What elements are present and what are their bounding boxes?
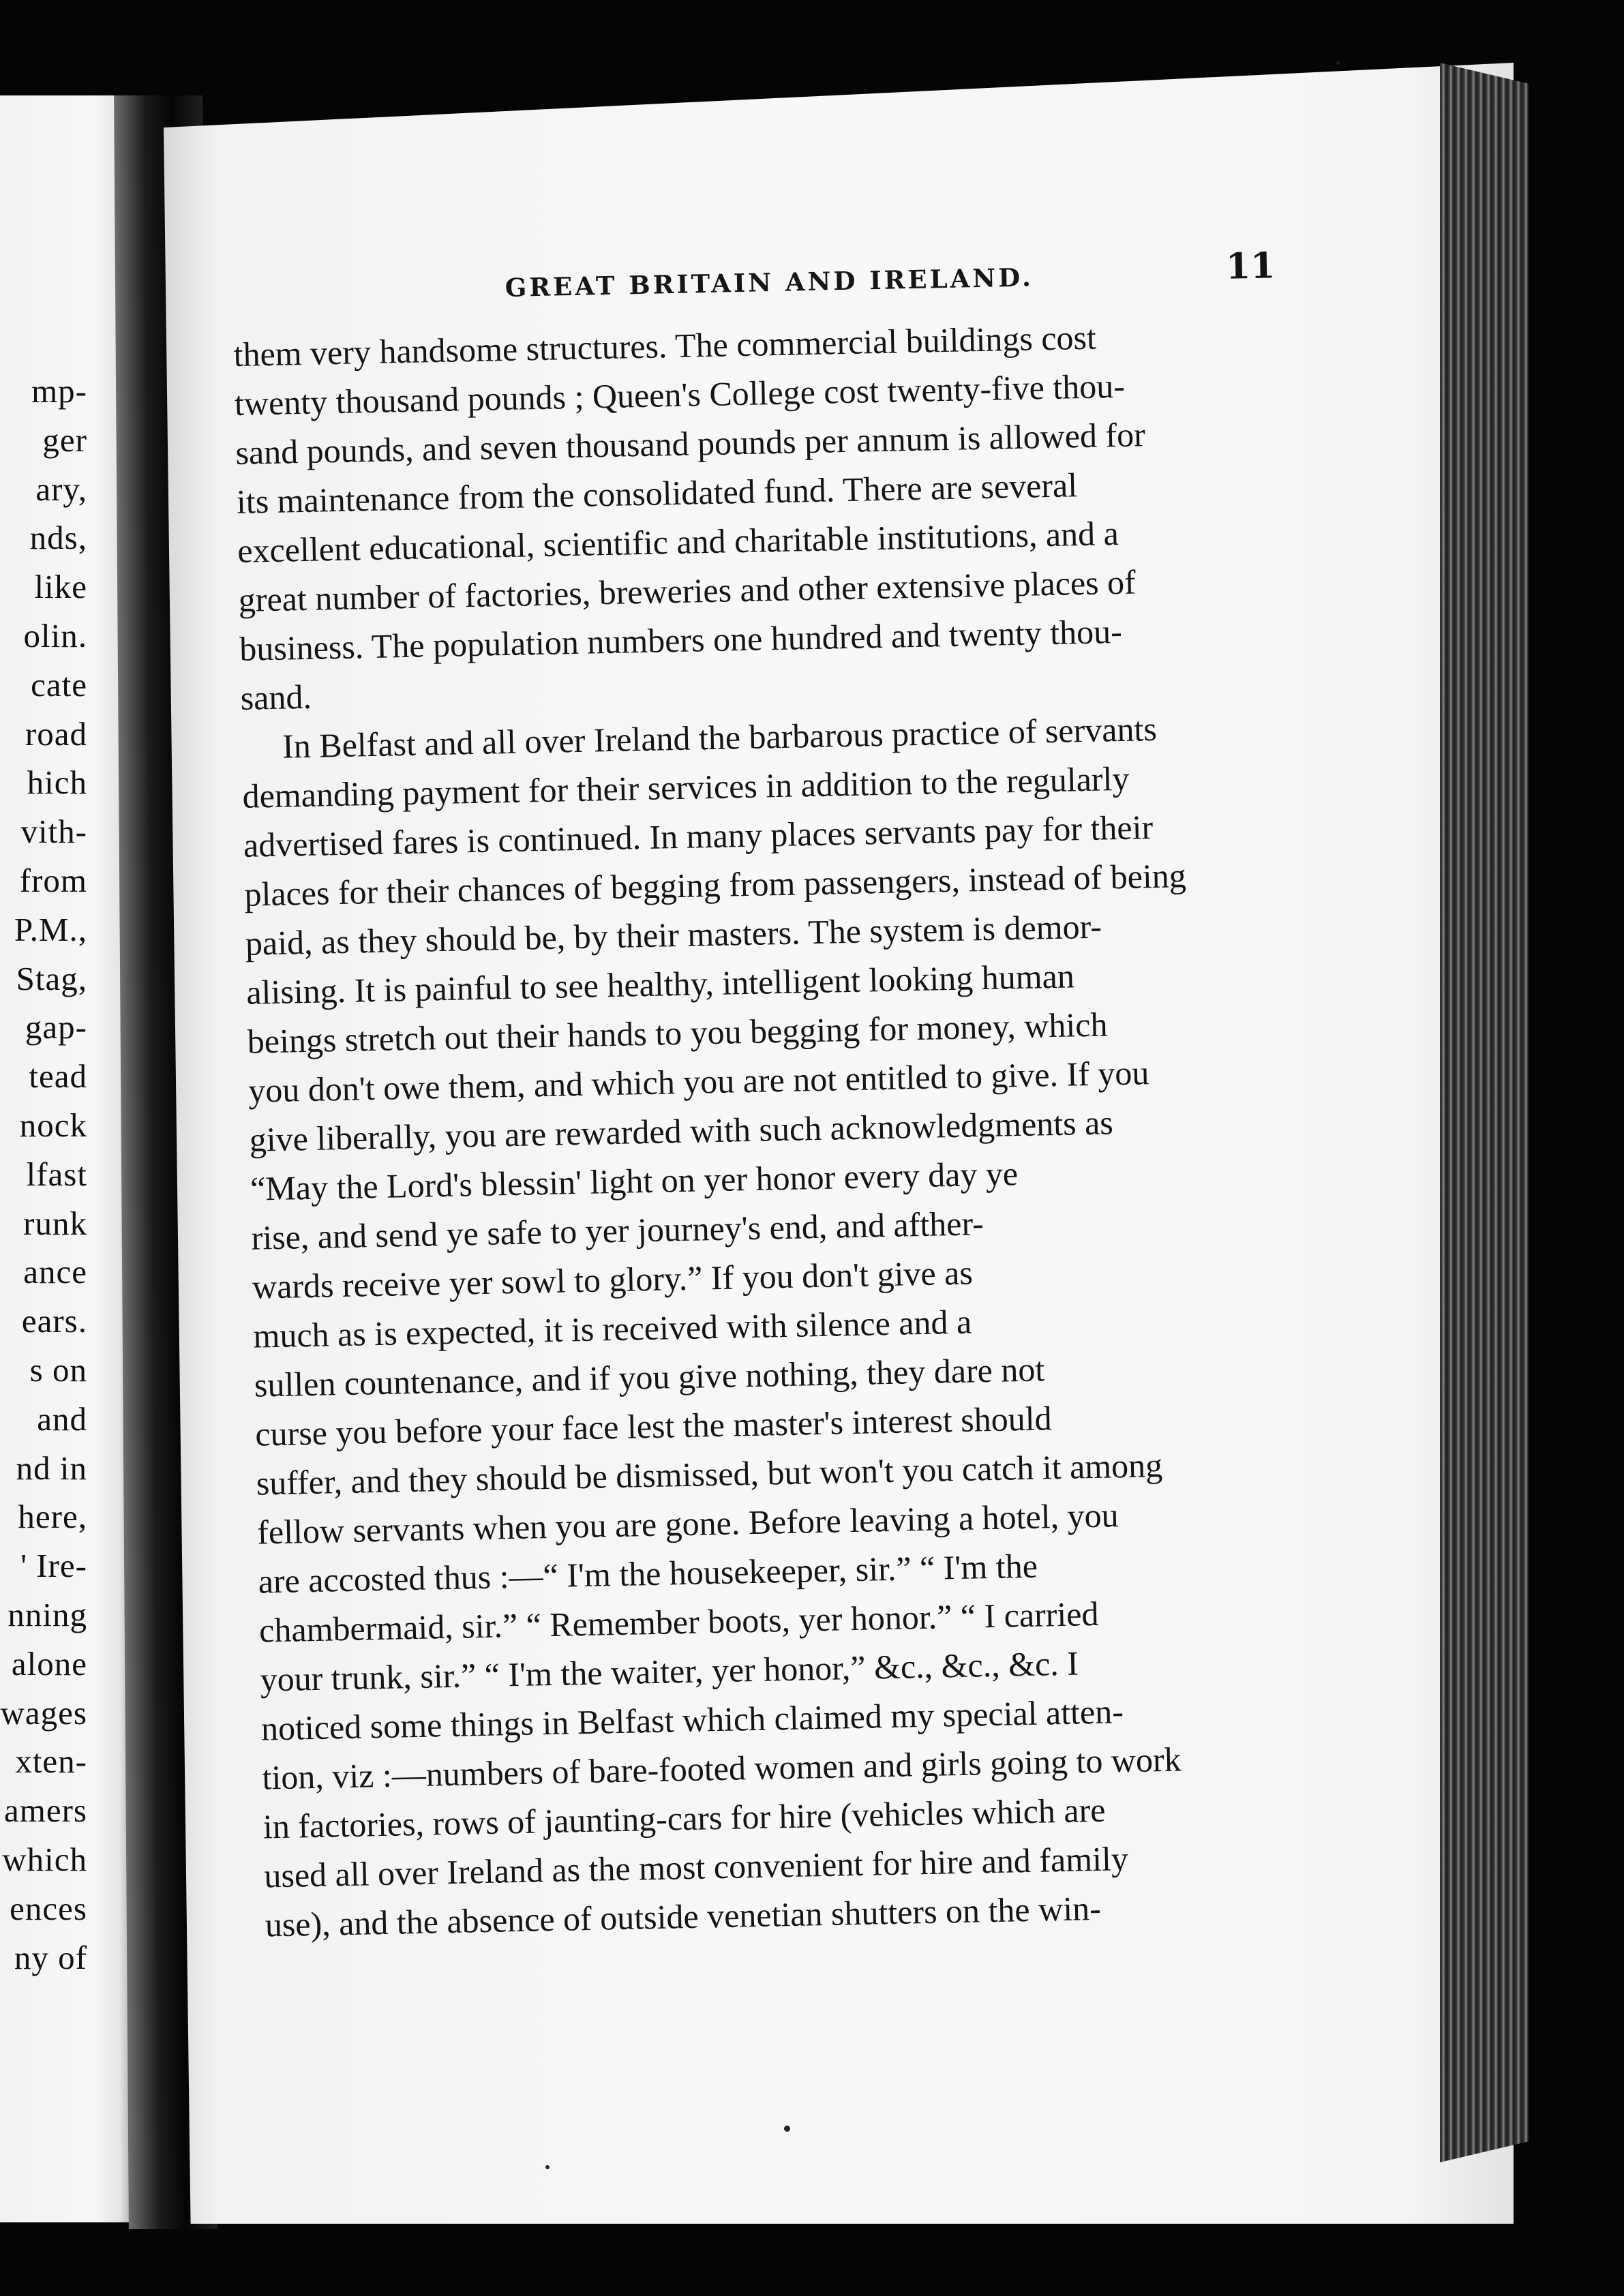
text-line: paid, as they should be, by their masters. The system is demor- — [245, 907, 1102, 963]
previous-page-line: here, — [18, 1498, 87, 1535]
text-line: business. The population numbers one hundred and twenty thou- — [239, 611, 1123, 668]
previous-page-line: like — [34, 568, 87, 605]
body-text — [233, 309, 1315, 1949]
previous-page-line: road — [25, 715, 87, 753]
text-line: In Belfast and all over Ireland the barbarous practice of servants — [282, 709, 1158, 766]
text-line: are accosted thus :—“ I'm the housekeeper, sir.” “ I'm the — [258, 1546, 1038, 1601]
page-text-block — [232, 245, 1315, 1949]
previous-page-line: alone — [11, 1645, 87, 1682]
text-line: chambermaid, sir.” “ Remember boots, yer honor.” “ I carried — [258, 1594, 1099, 1650]
text-line: places for their chances of begging from passengers, instead of being — [243, 856, 1187, 913]
text-line: noticed some things in Belfast which claimed my special atten- — [260, 1692, 1124, 1748]
text-line: excellent educational, scientific and charitable institutions, and a — [237, 513, 1119, 570]
previous-page-line: nning — [7, 1596, 87, 1633]
previous-page-line: gap- — [25, 1008, 87, 1046]
dust-speck — [784, 2126, 790, 2132]
previous-page-line: Stag, — [16, 960, 87, 997]
previous-page-line: nock — [19, 1106, 87, 1144]
text-line: them very handsome structures. The commercial buildings cost — [233, 318, 1097, 374]
previous-page-line: vith- — [20, 813, 87, 850]
text-line: “May the Lord's blessin' light on yer honor every day ye — [250, 1154, 1019, 1208]
dust-speck — [1336, 61, 1340, 65]
previous-page-line: ny of — [14, 1939, 87, 1976]
text-line: use), and the absence of outside venetian shutters on the win- — [265, 1888, 1102, 1944]
dust-speck — [545, 2165, 550, 2169]
previous-page-line: hich — [27, 764, 87, 801]
previous-page-line: and — [37, 1400, 87, 1438]
text-line: sand. — [240, 677, 312, 717]
page-number: 11 — [1225, 245, 1276, 288]
text-line: rise, and send ye safe to yer journey's end, and afther- — [251, 1204, 984, 1257]
previous-page-line: xten- — [15, 1742, 87, 1780]
text-line: tion, viz :—numbers of bare-footed women and girls going to work — [261, 1740, 1182, 1797]
previous-page-line: nd in — [16, 1449, 87, 1487]
text-line: its maintenance from the consolidated fund. There are several — [236, 466, 1078, 521]
previous-page-line: ger — [42, 421, 87, 459]
text-line: suffer, and they should be dismissed, but won't you catch it among — [256, 1445, 1163, 1502]
previous-page-line: mp- — [31, 372, 87, 410]
previous-page-line: nds, — [29, 519, 87, 556]
text-line: great number of factories, breweries and other extensive places of — [238, 562, 1137, 619]
previous-page-line: ary, — [35, 470, 87, 508]
text-line: in factories, rows of jaunting-cars for hire (vehicles which are — [262, 1790, 1106, 1846]
previous-page-line: which — [2, 1841, 87, 1878]
previous-page-line: ' Ire- — [20, 1547, 87, 1584]
text-line: you don't owe them, and which you are not entitled to give. If you — [247, 1053, 1149, 1110]
text-line: alising. It is painful to see healthy, intelligent looking human — [245, 956, 1075, 1012]
running-title: GREAT BRITAIN AND IRELAND. — [505, 262, 1034, 303]
previous-page-line: s on — [29, 1351, 87, 1389]
page-edges — [1440, 63, 1529, 2162]
text-line: twenty thousand pounds ; Queen's College cost twenty-five thou- — [234, 366, 1126, 423]
text-line: fellow servants when you are gone. Before leaving a hotel, you — [256, 1496, 1119, 1552]
previous-page-line: wages — [0, 1694, 87, 1732]
text-line: used all over Ireland as the most convenient for hire and family — [263, 1839, 1129, 1895]
previous-page-line: cate — [31, 666, 87, 704]
text-line: curse you before your face lest the master's interest should — [254, 1399, 1053, 1453]
previous-page-line: amers — [4, 1792, 87, 1829]
text-line: your trunk, sir.” “ I'm the waiter, yer honor,” &c., &c., &c. I — [260, 1644, 1079, 1699]
previous-page-line: lfast — [26, 1155, 87, 1193]
text-line: sand pounds, and seven thousand pounds per annum is allowed for — [235, 415, 1146, 472]
previous-page-line: olin. — [23, 617, 87, 654]
previous-page-line: ences — [10, 1890, 87, 1927]
previous-page-line: P.M., — [14, 911, 87, 948]
text-line: much as is expected, it is received with silence and a — [252, 1302, 972, 1355]
text-line: demanding payment for their services in addition to the regularly — [242, 759, 1130, 815]
text-line: wards receive yer sowl to glory.” If you don't give as — [252, 1253, 974, 1306]
previous-page-line: ance — [23, 1253, 87, 1290]
previous-page-line: tead — [29, 1057, 87, 1095]
previous-page-line: from — [19, 862, 87, 899]
previous-page-line: runk — [23, 1205, 87, 1242]
text-line: advertised fares is continued. In many places servants pay for their — [243, 808, 1154, 864]
text-line: sullen countenance, and if you give nothing, they dare not — [254, 1350, 1045, 1404]
previous-page-line: ears. — [21, 1302, 87, 1340]
text-line: beings stretch out their hands to you begging for money, which — [247, 1005, 1108, 1061]
text-line: give liberally, you are rewarded with such acknowledgments as — [249, 1103, 1114, 1159]
